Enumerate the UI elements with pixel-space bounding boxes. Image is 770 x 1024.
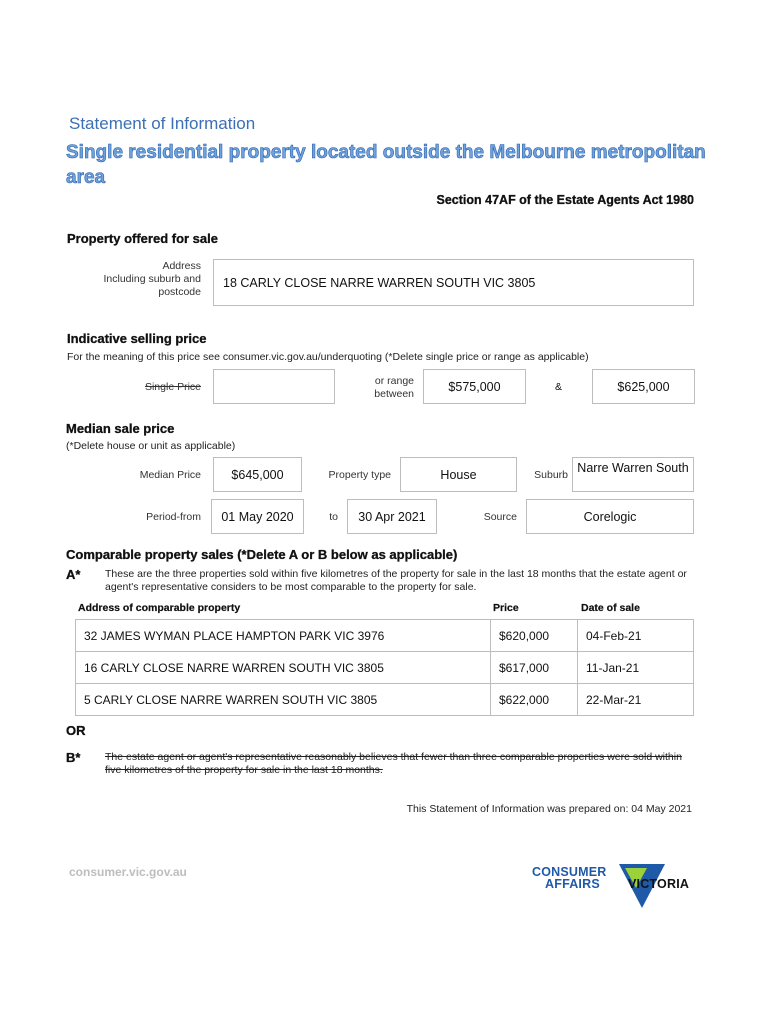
address-label-line-3: postcode — [158, 286, 201, 298]
table-row — [76, 652, 694, 684]
suburb-value: Narre Warren South — [577, 461, 689, 475]
source-label: Source — [483, 511, 517, 523]
column-header-address: Address of comparable property — [78, 602, 241, 614]
column-header-price: Price — [493, 602, 519, 614]
period-from-value: 01 May 2020 — [221, 509, 294, 524]
range-label-line-2: between — [374, 388, 414, 400]
address-label — [80, 260, 201, 299]
source-field[interactable] — [526, 499, 694, 534]
range-high-value: $625,000 — [617, 379, 670, 394]
option-b-marker: B* — [66, 750, 81, 765]
logo-text-affairs: AFFAIRS — [545, 877, 600, 891]
property-heading: Property offered for sale — [67, 231, 218, 246]
indicative-heading: Indicative selling price — [67, 331, 207, 346]
option-a-text: These are the three properties sold within five kilometres of the property for sale in the last 18 months that the estate agent or agent's representative considers to be most comparable to the property for sale. — [105, 568, 687, 593]
period-from-field[interactable] — [211, 499, 304, 534]
comparable-date-cell[interactable]: 04-Feb-21 — [578, 620, 694, 652]
comparable-price-cell[interactable]: $617,000 — [491, 652, 578, 684]
range-low-field[interactable] — [423, 369, 526, 404]
prepared-date-statement: This Statement of Information was prepared on: 04 May 2021 — [406, 803, 692, 815]
address-field[interactable] — [213, 259, 694, 306]
comparable-sales-table — [75, 619, 694, 716]
period-from-label: Period-from — [146, 511, 201, 523]
indicative-note: For the meaning of this price see consumer.vic.gov.au/underquoting (*Delete single price or range as applicable) — [67, 351, 589, 363]
range-label — [340, 375, 414, 401]
comparable-date-cell[interactable]: 11-Jan-21 — [578, 652, 694, 684]
median-price-field[interactable] — [213, 457, 302, 492]
option-a-marker: A* — [66, 567, 81, 582]
suburb-label: Suburb — [534, 469, 568, 481]
comparable-price-cell[interactable]: $622,000 — [491, 684, 578, 716]
comparable-price-cell[interactable]: $620,000 — [491, 620, 578, 652]
range-low-value: $575,000 — [448, 379, 501, 394]
single-price-field[interactable] — [213, 369, 335, 404]
footer-url[interactable]: consumer.vic.gov.au — [69, 865, 187, 879]
period-to-field[interactable] — [347, 499, 437, 534]
property-type-label: Property type — [328, 469, 391, 481]
median-price-label: Median Price — [139, 469, 201, 481]
table-row — [76, 684, 694, 716]
property-type-value: House — [440, 467, 477, 482]
median-price-value: $645,000 — [231, 467, 284, 482]
comparable-address-cell[interactable]: 16 CARLY CLOSE NARRE WARREN SOUTH VIC 3805 — [76, 652, 491, 684]
table-row — [76, 620, 694, 652]
comparable-address-cell[interactable]: 5 CARLY CLOSE NARRE WARREN SOUTH VIC 3805 — [76, 684, 491, 716]
document-subtitle: Statement of Information — [69, 114, 256, 133]
logo-text-consumer: CONSUMER — [532, 865, 607, 879]
suburb-field[interactable] — [572, 457, 694, 492]
single-price-label: Single Price — [144, 381, 201, 393]
range-label-line-1: or range — [374, 375, 414, 387]
comparable-heading: Comparable property sales (*Delete A or B below as applicable) — [66, 547, 458, 562]
range-high-field[interactable] — [592, 369, 695, 404]
period-to-value: 30 Apr 2021 — [358, 509, 426, 524]
median-note: (*Delete house or unit as applicable) — [66, 440, 236, 452]
act-section-reference: Section 47AF of the Estate Agents Act 1980 — [436, 193, 694, 207]
address-label-line-1: Address — [162, 260, 201, 272]
option-b-text: The estate agent or agent's representative reasonably believes that fewer than three comparable properties were sold within five kilometres of the property for sale in the last 18 months. — [105, 751, 682, 776]
consumer-affairs-victoria-logo — [532, 862, 702, 912]
range-ampersand: & — [555, 381, 563, 393]
logo-text-victoria: VICTORIA — [628, 877, 690, 891]
address-value: 18 CARLY CLOSE NARRE WARREN SOUTH VIC 3805 — [223, 275, 536, 290]
property-type-field[interactable] — [400, 457, 517, 492]
period-to-label: to — [329, 511, 338, 523]
comparable-address-cell[interactable]: 32 JAMES WYMAN PLACE HAMPTON PARK VIC 3976 — [76, 620, 491, 652]
document-title: Single residential property located outside the Melbourne metropolitan area — [66, 142, 706, 188]
column-header-date: Date of sale — [581, 602, 640, 614]
or-separator: OR — [66, 723, 86, 738]
comparable-date-cell[interactable]: 22-Mar-21 — [578, 684, 694, 716]
median-heading: Median sale price — [66, 421, 175, 436]
source-value: Corelogic — [583, 509, 637, 524]
address-label-line-2: Including suburb and — [103, 273, 201, 285]
